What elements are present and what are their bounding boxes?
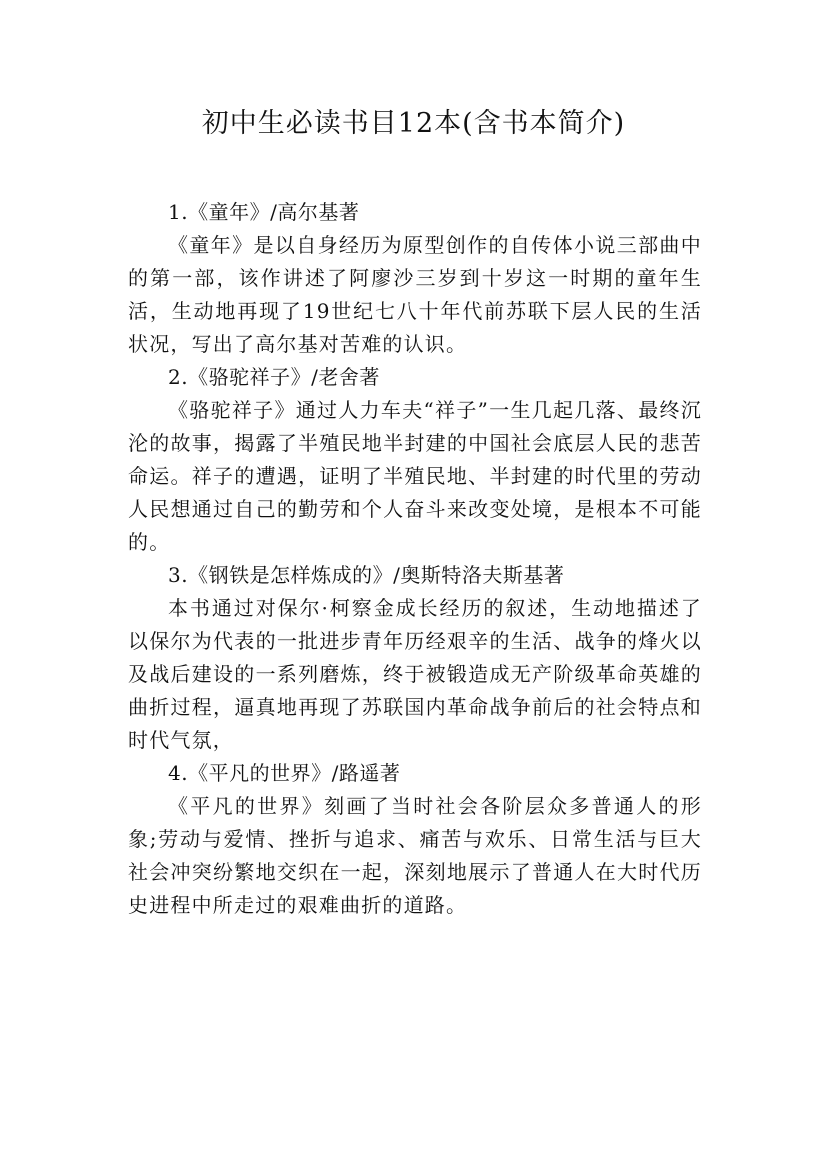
book-heading: 2.《骆驼祥子》/老舍著 [168, 365, 380, 389]
book-heading: 3.《钢铁是怎样炼成的》/奥斯特洛夫斯基著 [168, 563, 565, 587]
document-body [128, 196, 702, 922]
book-description: 本书通过对保尔·柯察金成长经历的叙述，生动地描述了以保尔为代表的一批进步青年历经艰辛的生活、战争的烽火以及战后建设的一系列磨炼，终于被锻造成无产阶级革命英雄的曲折过程，逼真地再现了苏联国内革命战争前后的社会特点和时代气氛， [128, 596, 702, 752]
book-description: 《平凡的世界》刻画了当时社会各阶层众多普通人的形象;劳动与爱情、挫折与追求、痛苦与欢乐、日常生活与巨大社会冲突纷繁地交织在一起，深刻地展示了普通人在大时代历史进程中所走过的艰难曲折的道路。 [128, 794, 702, 917]
document-title: 初中生必读书目12本(含书本简介) [201, 108, 626, 139]
book-description: 《骆驼祥子》通过人力车夫“祥子”一生几起几落、最终沉沦的故事，揭露了半殖民地半封建的中国社会底层人民的悲苦命运。祥子的遭遇，证明了半殖民地、半封建的时代里的劳动人民想通过自己的勤劳和个人奋斗来改变处境，是根本不可能的。 [128, 398, 702, 554]
book-heading: 1.《童年》/高尔基著 [168, 200, 360, 224]
book-description: 《童年》是以自身经历为原型创作的自传体小说三部曲中的第一部，该作讲述了阿廖沙三岁到十岁这一时期的童年生活，生动地再现了19世纪七八十年代前苏联下层人民的生活状况，写出了高尔基对苦难的认识。 [128, 233, 702, 356]
book-heading: 4.《平凡的世界》/路遥著 [168, 761, 401, 785]
